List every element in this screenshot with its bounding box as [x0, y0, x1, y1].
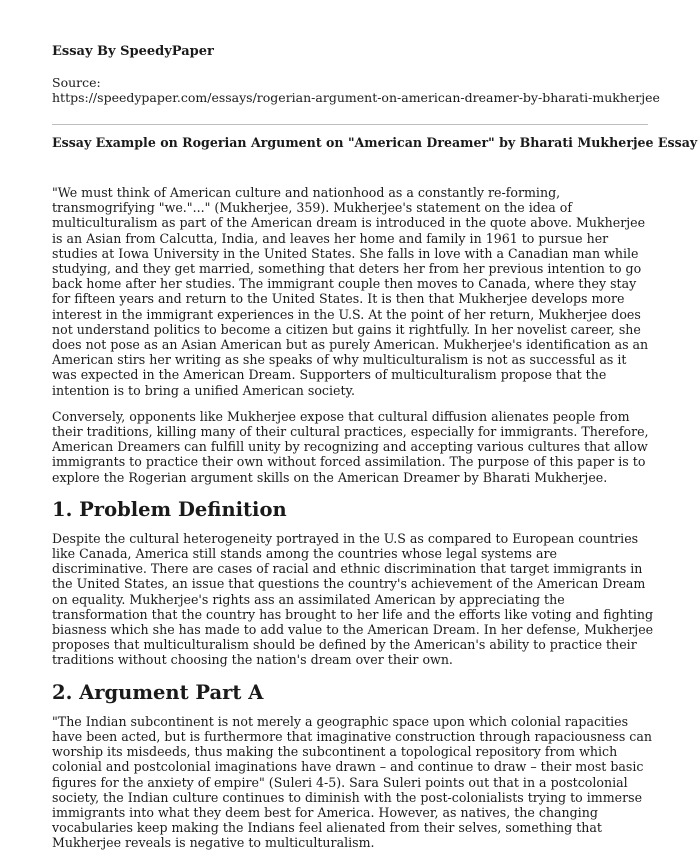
intro-paragraph-2: Conversely, opponents like Mukherjee expose that cultural diffusion alienates people from their traditions, killing many of their cultural practices, especially for immigrants. Therefore, American Dreamers can fulfill unity by recognizing and accepting various cultures that allow immigrants to practice their own without forced assimilation. The purpose of this paper is to explore the Rogerian argument skills on the American Dreamer by Bharati Mukherjee. — [52, 408, 649, 485]
intro-paragraph-1: "We must think of American culture and nationhood as a constantly re-forming, transmogrifying "we."..." (Mukherjee, 359). Mukherjee's statement on the idea of multiculturalism as part of the American dream is introduced in the quote above. Mukherjee is an Asian from Calcutta, India, and leaves her home and family in 1961 to pursue her studies at Iowa University in the United States. She falls in love with a Canadian man while studying, and they get married, something that deters her from her previous intention to go back home after her studies. The immigrant couple then moves to Canada, where they stay for fifteen years and return to the United States. It is then that Mukherjee develops more interest in the immigrant experiences in the U.S. At the point of her return, Mukherjee does not understand politics to become a citizen but gains it rightfully. In her novelist career, she does not pose as an Asian American but as purely American. Mukherjee's identification as an American stirs her writing as she speaks of why multiculturalism is not as successful as it was expected in the American Dream. Supporters of multiculturalism propose that the intention is to bring a unified American society. — [52, 185, 649, 398]
section-heading-argument-part-a: 2. Argument Part A — [52, 680, 264, 704]
header-divider — [52, 124, 648, 125]
brand-heading: Essay By SpeedyPaper — [52, 44, 214, 59]
essay-body — [52, 185, 654, 861]
source-label: Source: — [52, 75, 101, 90]
section-heading-problem-definition: 1. Problem Definition — [52, 497, 287, 521]
essay-title: Essay Example on Rogerian Argument on "American Dreamer" by Bharati Mukherjee Essay — [52, 135, 698, 150]
section-paragraph-problem-definition: Despite the cultural heterogeneity portrayed in the U.S as compared to European countries like Canada, America still stands among the countries whose legal systems are discriminative. There are cases of racial and ethnic discrimination that target immigrants in the United States, an issue that questions the country's achievement of the American Dream on equality. Mukherjee's rights ass an assimilated American by appreciating the transformation that the country has brought to her life and the efforts like voting and fighting biasness which she has made to add value to the American Dream. In her defense, Mukherjee proposes that multiculturalism should be defined by the American's ability to practice their traditions without choosing the nation's dream over their own. — [52, 530, 654, 668]
section-paragraph-argument-part-a: "The Indian subcontinent is not merely a geographic space upon which colonial rapacities have been acted, but is furthermore that imaginative construction through rapaciousness can worship its misdeeds, thus making the subcontinent a topological repository from which colonial and postcolonial imaginations have drawn – and continue to draw – their most basic figures for the anxiety of empire" (Suleri 4-5). Sara Suleri points out that in a postcolonial society, the Indian culture continues to diminish with the post-colonialists trying to immerse immigrants into what they deem best for America. However, as natives, the changing vocabularies keep making the Indians feel alienated from their selves, something that Mukherjee reveals is negative to multiculturalism. — [52, 713, 652, 851]
source-url[interactable]: https://speedypaper.com/essays/rogerian-argument-on-american-dreamer-by-bharati-mukherjee — [52, 90, 660, 105]
